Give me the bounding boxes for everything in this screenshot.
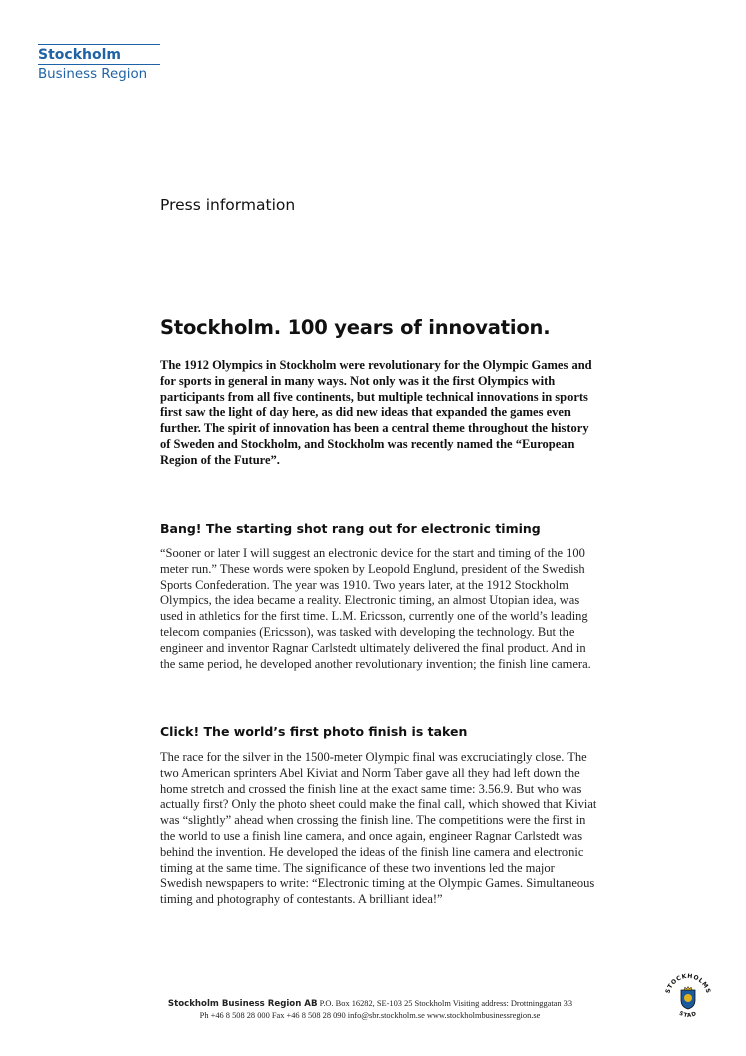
lead-paragraph: The 1912 Olympics in Stockholm were revolutionary for the Olympic Games and for sports in general in many ways. Not only was it the first Olympics with participants from all five continents, but multiple technical innovations in sports first saw the light of day here, as did new ideas that expanded the games even further. The spirit of innovation has been a central theme throughout the history of Sweden and Stockholm, and Stockholm was recently named the “European Region of the Future”. [160, 358, 592, 467]
page-footer [160, 998, 580, 1022]
company-logo [38, 44, 160, 84]
logo-rule-top [38, 44, 160, 45]
svg-text:STAD [678, 1011, 698, 1019]
logo-line-2: Business Region [38, 67, 148, 82]
section-2-body: The race for the silver in the 1500-meter Olympic final was excruciatingly close. The two American sprinters Abel Kiviat and Norm Taber gave all they had left down the home stretch and crossed the finish line at the exact same time: 3.56.9. But who was actually first? Only the photo sheet could make the final call, which showed that Kiviat was “slightly” ahead when crossing the finish line. The competitions were the first in the world to use a finish line camera, and once again, engineer Ragnar Carlstedt was behind the invention. He developed the ideas of the finish line camera and electronic timing at the same time. The significance of these two inventions led the major Swedish newspapers to write: “Electronic timing at the Olympic Games. Simultaneous timing and photography of contestants. A brilliant idea!” [160, 750, 597, 907]
logo-line-1: Stockholm [38, 47, 121, 63]
press-label: Press information [160, 196, 296, 214]
section-1-heading: Bang! The starting shot rang out for electronic timing [160, 521, 541, 536]
footer-line-1 [160, 998, 580, 1010]
city-seal-logo [663, 972, 713, 1022]
page-title: Stockholm. 100 years of innovation. [160, 316, 551, 339]
seal-arc-top: STOCKHOLMS [664, 972, 712, 995]
logo-rule-middle [38, 64, 160, 65]
section-1-body: “Sooner or later I will suggest an electronic device for the start and timing of the 100 meter run.” These words were spoken by Leopold Englund, president of the Swedish Sports Confederation. The year was 1910. Two years later, at the 1912 Stockholm Olympics, the idea became a reality. Electronic timing, an almost Utopian idea, was used in athletics for the first time. L.M. Ericsson, currently one of the world’s leading telecom companies (Ericsson), was tasked with developing the technology. But the engineer and inventor Ragnar Carlstedt ultimately delivered the final product. And in the same period, he developed another revolutionary invention; the finish line camera. [160, 546, 591, 671]
footer-contact: Ph +46 8 508 28 000 Fax +46 8 508 28 090 info@sbr.stockholm.se www.stockholmbusinessregion.se [199, 1011, 541, 1020]
footer-address: P.O. Box 16282, SE-103 25 Stockholm Visiting address: Drottninggatan 33 [319, 999, 573, 1008]
seal-crown [684, 987, 692, 991]
seal-head [684, 994, 692, 1002]
footer-company: Stockholm Business Region AB [167, 999, 318, 1009]
section-2-heading: Click! The world’s first photo finish is taken [160, 724, 468, 739]
seal-arc-bottom: STAD [677, 1010, 699, 1020]
